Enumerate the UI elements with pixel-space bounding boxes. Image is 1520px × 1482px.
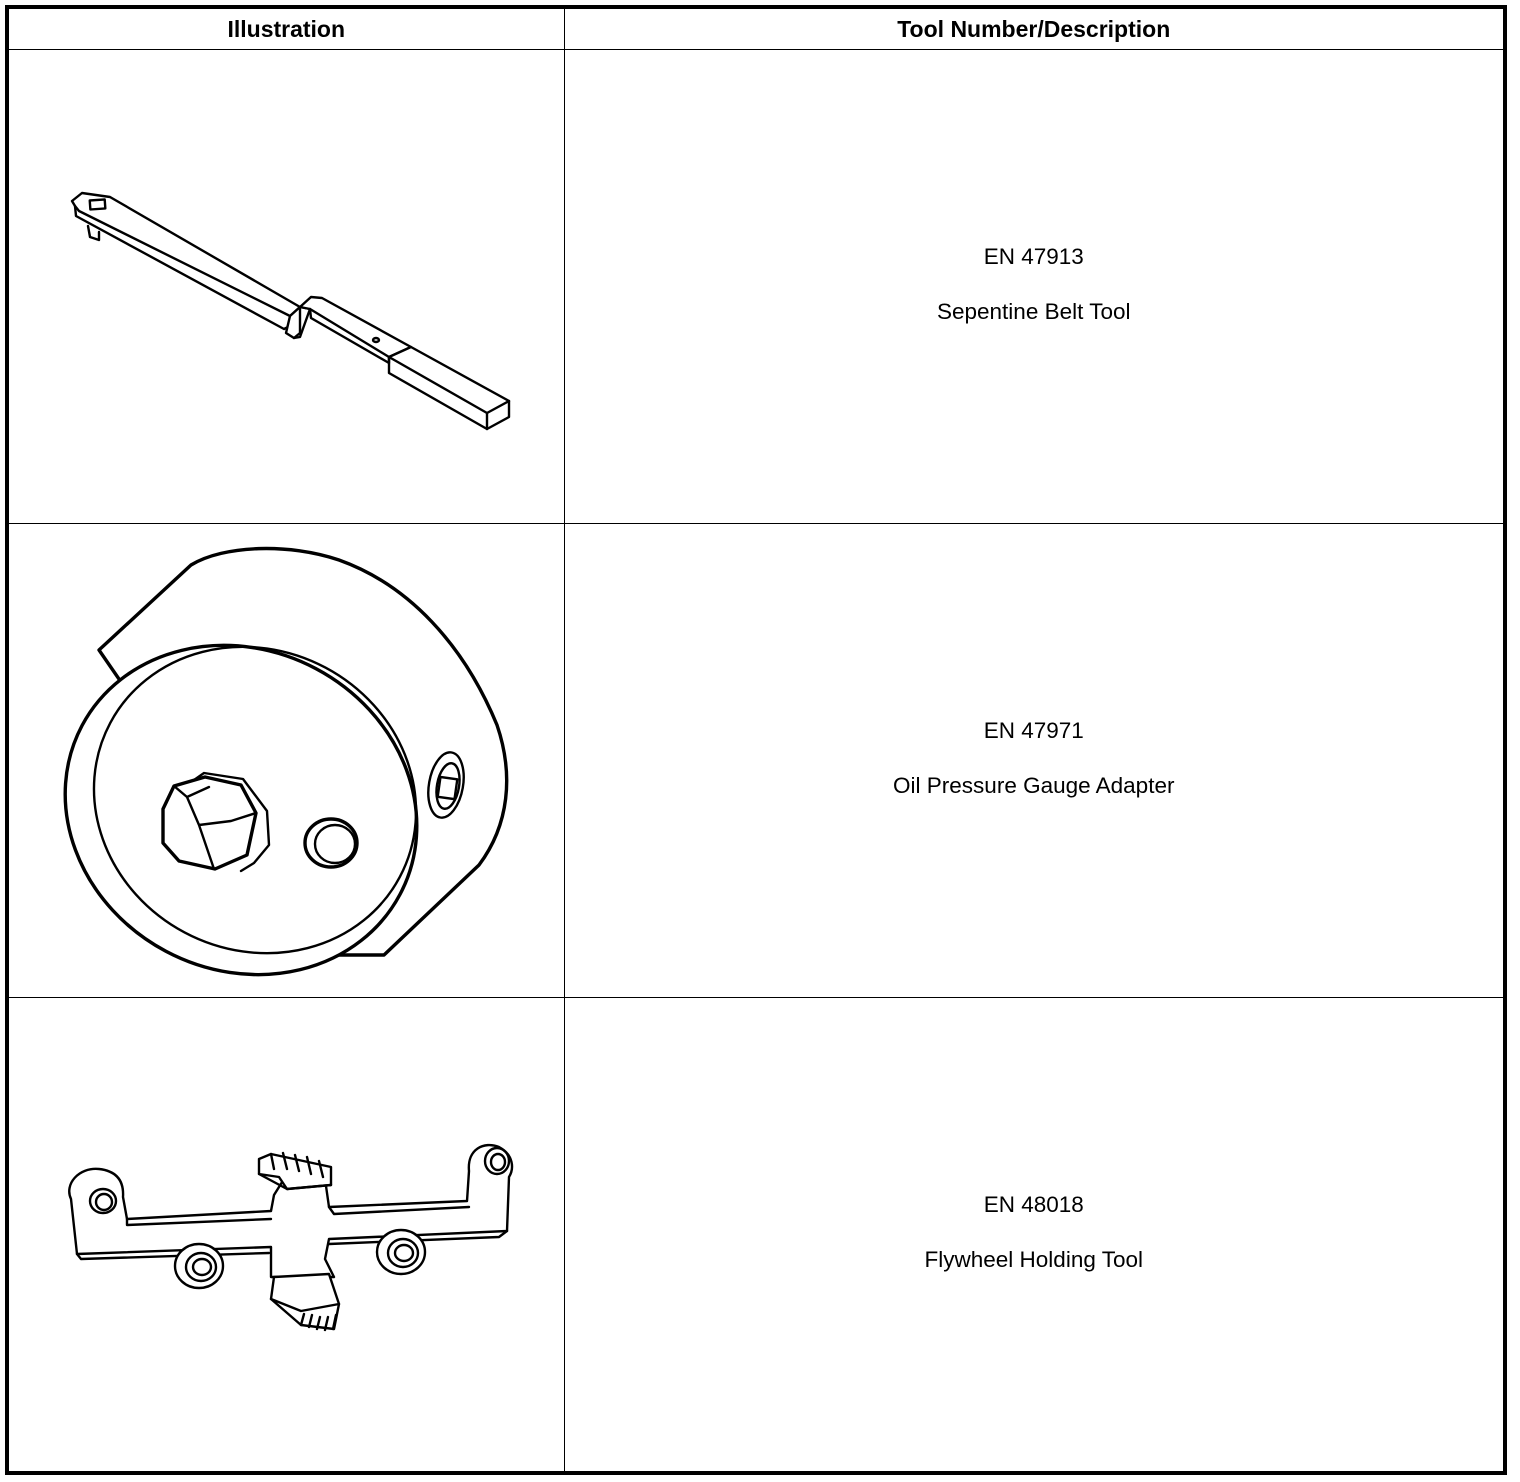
tool-name: Flywheel Holding Tool	[924, 1246, 1143, 1272]
illustration-cell	[7, 997, 564, 1473]
tool-number: EN 47913	[983, 243, 1084, 269]
tool-number: EN 48018	[983, 1191, 1084, 1217]
table-row	[7, 50, 1505, 524]
description-cell	[564, 997, 1505, 1473]
illustration-cell	[7, 50, 564, 524]
flywheel-holding-tool-icon	[9, 999, 566, 1469]
header-tool-description: Tool Number/Description	[564, 7, 1505, 50]
tool-number: EN 47971	[983, 717, 1084, 743]
oil-pressure-gauge-adapter-icon	[9, 525, 566, 995]
tool-name: Sepentine Belt Tool	[937, 298, 1131, 324]
serpentine-belt-tool-icon	[9, 51, 566, 521]
table-row	[7, 997, 1505, 1473]
description-cell	[564, 50, 1505, 524]
illustration-cell	[7, 523, 564, 997]
header-illustration: Illustration	[7, 7, 564, 50]
table-header-row	[7, 7, 1505, 50]
description-cell	[564, 523, 1505, 997]
table-row	[7, 523, 1505, 997]
tool-table	[5, 5, 1507, 1475]
tool-name: Oil Pressure Gauge Adapter	[893, 772, 1175, 798]
